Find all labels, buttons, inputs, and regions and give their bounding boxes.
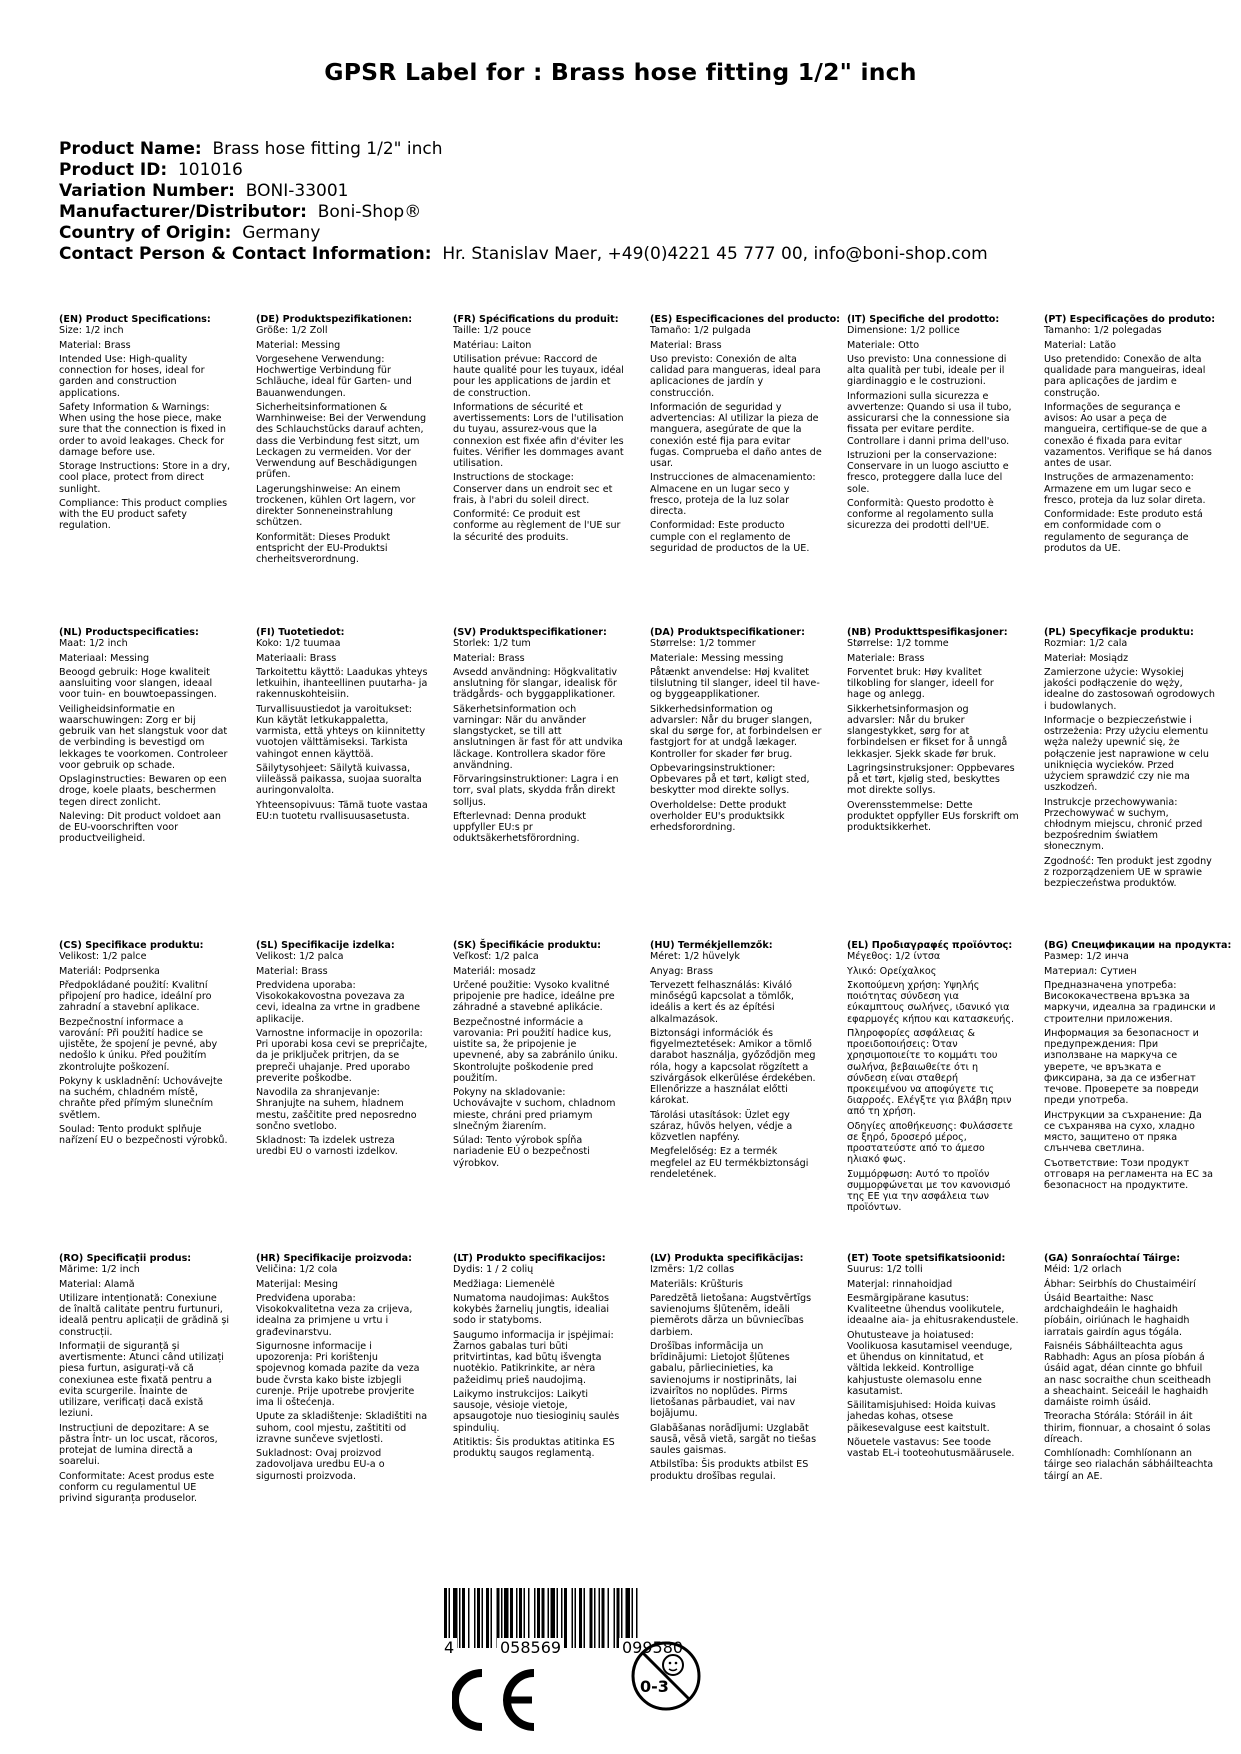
spec-paragraph: Glabāšanas norādījumi: Uzglabāt sausā, vēsā vietā, sargāt no tiešas saules gaismas. bbox=[650, 1422, 817, 1456]
barcode-bar bbox=[602, 1588, 605, 1648]
spec-paragraph: Materiál: Podprsenka bbox=[59, 965, 160, 977]
spec-paragraph: Určené použitie: Vysoko kvalitné pripojenie pre hadice, ideálne pre záhradné a stavebné aplikácie. bbox=[453, 979, 615, 1014]
barcode-bar bbox=[482, 1588, 484, 1648]
spec-paragraph: Bezpečnostní informace a varování: Při použití hadice se ujistěte, že spojení je pevné, aby nedošlo k úniku. Před použitím zkontrolujte poškození. bbox=[59, 1016, 218, 1073]
info-label: Manufacturer/Distributor: bbox=[59, 202, 307, 222]
spec-paragraph: Informacje o bezpieczeństwie i ostrzeżenia: Przy użyciu elementu węża należy upewnić się, że połączenie jest naprawione w celu uniknięcia wycieków. Przed użyciem sprawdzić czy nie ma uszkodzeń. bbox=[1044, 714, 1209, 794]
manufacturer-row bbox=[59, 202, 988, 223]
spec-paragraph: Materiál: mosadz bbox=[453, 965, 536, 977]
spec-paragraph: Mărime: 1/2 inch bbox=[59, 1264, 140, 1276]
spec-header: (SV) Produktspecifikationer: bbox=[453, 627, 607, 638]
spec-block bbox=[59, 1253, 231, 1507]
spec-paragraph: Material: Latão bbox=[1044, 339, 1116, 351]
spec-paragraph: Размер: 1/2 инча bbox=[1044, 951, 1129, 963]
spec-paragraph: Πληροφορίες ασφάλειας & προειδοποιήσεις: Όταν χρησιμοποιείτε το κομμάτι του σωλήνα, βεβαιωθείτε ότι η σύνδεση είναι σταθερή προκειμένου να αποφύγετε τις διαρροές. Ελέγξτε για βλάβη πριν από τη χρήση. bbox=[847, 1027, 1012, 1118]
spec-paragraph: Uso previsto: Una connessione di alta qualità per tubi, ideale per il giardinaggio e le costruzioni. bbox=[847, 353, 1007, 388]
spec-paragraph: Varnostne informacije in opozorila: Pri uporabi kosa cevi se prepričajte, da je priključek pritrjen, da se prepreči uhajanje. Pred uporabo preverite poškodbe. bbox=[256, 1027, 428, 1084]
barcode-bar bbox=[486, 1588, 489, 1648]
spec-paragraph: Anyag: Brass bbox=[650, 965, 713, 977]
spec-paragraph: Sikkerhetsinformasjon og advarsler: Når du bruker slangestykket, sørg for at forbindelsen er fikset for å unngå lekkasjer. Sjekk skade før bruk. bbox=[847, 703, 1008, 760]
spec-paragraph: Naleving: Dit product voldoet aan de EU-voorschriften voor productveiligheid. bbox=[59, 810, 221, 845]
spec-paragraph: Υλικό: Ορείχαλκος bbox=[847, 965, 937, 977]
page-title: GPSR Label for : Brass hose fitting 1/2" inch bbox=[324, 58, 917, 86]
spec-paragraph: Upute za skladištenje: Skladištiti na suhom, cool mjestu, zaštititi od izravne sunčeve svjetlosti. bbox=[256, 1411, 428, 1445]
barcode-bar bbox=[572, 1588, 574, 1648]
spec-header: (ES) Especificaciones del producto: bbox=[650, 314, 841, 325]
spec-paragraph: Opslaginstructies: Bewaren op een droge, koele plaats, beschermen tegen direct zonlicht. bbox=[59, 774, 227, 808]
barcode-digit-first: 4 bbox=[441, 1638, 457, 1657]
spec-paragraph: Материал: Сутиен bbox=[1044, 965, 1137, 977]
spec-header: (PT) Especificações do produto: bbox=[1044, 314, 1216, 325]
spec-paragraph: Efterlevnad: Denna produkt uppfyller EU:s pr oduktsäkerhetsförordning. bbox=[453, 810, 587, 845]
barcode-bar bbox=[462, 1588, 465, 1648]
spec-block bbox=[847, 1253, 1019, 1463]
spec-paragraph: Megfelelőség: Ez a termék megfelel az EU termékbiztonsági rendeletének. bbox=[650, 1146, 809, 1180]
spec-paragraph: Informazioni sulla sicurezza e avvertenze: Quando si usa il tubo, assicurarsi che la connessione sia fissata per evitare perdite. Controllare i danni prima dell'uso. bbox=[847, 390, 1012, 447]
spec-header: (FI) Tuotetiedot: bbox=[256, 627, 345, 638]
spec-block bbox=[1044, 1253, 1216, 1485]
spec-paragraph: Medžiaga: Liemenėlė bbox=[453, 1278, 555, 1290]
spec-paragraph: Navodila za shranjevanje: Shranjujte na suhem, hladnem mestu, zaščitite pred neposredno sončno svetlobo. bbox=[256, 1087, 417, 1132]
spec-paragraph: Instructions de stockage: Conserver dans un endroit sec et frais, à l'abri du soleil direct. bbox=[453, 472, 613, 506]
spec-paragraph: Tarkoitettu käyttö: Laadukas yhteys letkuihin, ihanteellinen puutarha- ja rakennuskohteisiin. bbox=[256, 666, 428, 701]
ce-mark-icon bbox=[452, 1669, 540, 1731]
spec-paragraph: Informations de sécurité et avertissements: Lors de l'utilisation du tuyau, assurez-vous que la connexion est fixée afin d'éviter les fuites. Vérifier les dommages avant utilisation. bbox=[453, 401, 624, 469]
barcode-bar bbox=[474, 1588, 476, 1648]
spec-paragraph: Lagerungshinweise: An einem trockenen, kühlen Ort lagern, vor direkter Sonneneinstrahlung schützen. bbox=[256, 483, 416, 529]
spec-block bbox=[59, 314, 231, 535]
spec-paragraph: Maat: 1/2 inch bbox=[59, 638, 128, 650]
spec-paragraph: Taille: 1/2 pouce bbox=[453, 325, 532, 337]
spec-header: (NB) Produkttspesifikasjoner: bbox=[847, 627, 1008, 638]
spec-paragraph: Storlek: 1/2 tum bbox=[453, 638, 531, 650]
spec-paragraph: Drošības informācija un brīdinājumi: Lietojot šļūtenes gabalu, pārliecinieties, ka savienojums ir nostiprināts, lai izvairītos no noplūdes. Pirms lietošanas pārbaudiet, vai nav bojājumu. bbox=[650, 1340, 797, 1420]
spec-paragraph: Größe: 1/2 Zoll bbox=[256, 325, 328, 337]
spec-paragraph: Numatoma naudojimas: Aukštos kokybės žarnelių jungtis, idealiai sodo ir statyboms. bbox=[453, 1292, 610, 1327]
spec-paragraph: Veličina: 1/2 cola bbox=[256, 1264, 338, 1276]
barcode-bar bbox=[584, 1588, 586, 1648]
spec-paragraph: Conformitate: Acest produs este conform cu regulamentul UE privind siguranța produselor. bbox=[59, 1470, 215, 1504]
spec-paragraph: Material: Messing bbox=[256, 339, 341, 351]
spec-paragraph: Safety Information & Warnings: When using the hose piece, make sure that the connection is fixed in order to avoid leakages. Check for damage before use. bbox=[59, 401, 226, 458]
spec-paragraph: Μέγεθος: 1/2 ίντσα bbox=[847, 951, 941, 963]
spec-header: (NL) Productspecificaties: bbox=[59, 627, 199, 638]
spec-paragraph: Matériau: Laiton bbox=[453, 339, 532, 351]
spec-paragraph: Σκοπούμενη χρήση: Υψηλής ποιότητας σύνδεση για εύκαμπτους σωλήνες, ιδανικό για εφαρμογές κήπου και κατασκευής. bbox=[847, 979, 1015, 1025]
spec-paragraph: Ohutusteave ja hoiatused: Voolikuosa kasutamisel veenduge, et ühendus on kinnitatud, et vältida lekkeid. Kontrollige kahjustuste olemasolu enne kasutamist. bbox=[847, 1329, 1013, 1397]
spec-paragraph: Atbilstība: Šis produkts atbilst ES produktu drošības regulai. bbox=[650, 1459, 809, 1482]
spec-paragraph: Pokyny na skladovanie: Uchovávajte v suchom, chladnom mieste, chráni pred priamym slnečným žiarením. bbox=[453, 1087, 616, 1132]
spec-paragraph: Συμμόρφωση: Αυτό το προϊόν συμμορφώνεται με τον κανονισμό της ΕΕ για την ασφάλεια των προϊόντων. bbox=[847, 1168, 1011, 1214]
spec-paragraph: Material: Brass bbox=[59, 339, 131, 351]
spec-header: (BG) Спецификации на продукта: bbox=[1044, 940, 1232, 951]
spec-paragraph: Konformität: Dieses Produkt entspricht der EU-Produktsi cherheitsverordnung. bbox=[256, 531, 391, 565]
age-warning-0-3-icon bbox=[630, 1640, 702, 1712]
spec-block bbox=[650, 627, 822, 837]
spec-paragraph: Sikkerhedsinformation og advarsler: Når du bruger slangen, skal du sørge for, at forbindelsen er fastgjort for at undgå lækager. Kontroller for skader før brug. bbox=[650, 703, 822, 760]
spec-paragraph: Velikost: 1/2 palce bbox=[59, 951, 147, 963]
spec-header: (DA) Produktspecifikationer: bbox=[650, 627, 805, 638]
spec-paragraph: Forventet bruk: Høy kvalitet tilkobling for slanger, ideell for hage og anlegg. bbox=[847, 666, 994, 701]
product-id-row bbox=[59, 160, 988, 181]
spec-paragraph: Předpokládané použití: Kvalitní připojení pro hadice, ideální pro zahradní a stavební aplikace. bbox=[59, 979, 212, 1014]
spec-header: (IT) Specifiche del prodotto: bbox=[847, 314, 1000, 325]
spec-paragraph: Съответствие: Този продукт отговаря на регламента на ЕС за безопасност на продуктите. bbox=[1044, 1157, 1213, 1191]
spec-header: (EN) Product Specifications: bbox=[59, 314, 211, 325]
barcode-bar bbox=[477, 1588, 480, 1648]
spec-paragraph: Materiāls: Krūšturis bbox=[650, 1278, 744, 1290]
spec-paragraph: Intended Use: High-quality connection for hoses, ideal for garden and construction applications. bbox=[59, 353, 205, 399]
info-value: Germany bbox=[242, 223, 321, 243]
spec-header: (RO) Specificații produs: bbox=[59, 1253, 192, 1264]
spec-paragraph: Οδηγίες αποθήκευσης: Φυλάσσετε σε ξηρό, δροσερό μέρος, προστατεύστε από το άμεσο ηλιακό φως. bbox=[847, 1120, 1014, 1166]
spec-paragraph: Predvidena uporaba: Visokokakovostna povezava za cevi, idealna za vrtne in gradbene aplikacije. bbox=[256, 979, 420, 1025]
country-of-origin-row bbox=[59, 223, 988, 244]
spec-block bbox=[453, 627, 625, 848]
spec-paragraph: Nõuetele vastavus: See toode vastab EL-i tooteohutusmäärusele. bbox=[847, 1436, 1015, 1460]
spec-block bbox=[256, 940, 428, 1161]
spec-paragraph: Lagringsinstruksjoner: Oppbevares på et tørt, kjølig sted, beskyttes mot direkte sollys. bbox=[847, 762, 1015, 797]
spec-paragraph: Overholdelse: Dette produkt overholder EU's produktsikk erhedsforordning. bbox=[650, 799, 787, 834]
spec-paragraph: Instrucciones de almacenamiento: Almacene en un lugar seco y fresco, proteja de la luz solar directa. bbox=[650, 472, 816, 517]
spec-paragraph: Ábhar: Seirbhís do Chustaiméirí bbox=[1044, 1278, 1196, 1290]
spec-paragraph: Zamierzone użycie: Wysokiej jakości podłączenie do węży, idealne do zastosowań ogrodowych i budowlanych. bbox=[1044, 666, 1215, 712]
spec-header: (GA) Sonraíochtaí Táirge: bbox=[1044, 1253, 1181, 1264]
spec-paragraph: Soulad: Tento produkt splňuje nařízení EU o bezpečnosti výrobků. bbox=[59, 1123, 228, 1147]
spec-paragraph: Rozmiar: 1/2 cala bbox=[1044, 638, 1128, 650]
barcode-bar bbox=[608, 1588, 610, 1648]
spec-paragraph: Veľkosť: 1/2 palca bbox=[453, 951, 539, 963]
spec-header: (CS) Specifikace produktu: bbox=[59, 940, 204, 951]
spec-paragraph: Sukladnost: Ovaj proizvod zadovoljava uredbu EU-a o sigurnosti proizvoda. bbox=[256, 1448, 385, 1482]
barcode-digits-left: 058569 bbox=[497, 1638, 564, 1657]
spec-paragraph: Conformidad: Este producto cumple con el reglamento de seguridad de productos de la UE. bbox=[650, 520, 810, 554]
spec-header: (SL) Specifikacije izdelka: bbox=[256, 940, 395, 951]
info-value: Brass hose fitting 1/2" inch bbox=[212, 139, 443, 159]
product-name-row bbox=[59, 139, 988, 160]
spec-paragraph: Material: Brass bbox=[453, 652, 525, 664]
spec-paragraph: Materiaal: Messing bbox=[59, 652, 150, 664]
spec-paragraph: Materiał: Mosiądz bbox=[1044, 652, 1129, 664]
spec-paragraph: Bezpečnostné informácie a varovania: Pri použití hadice kus, uistite sa, že pripojenie je upevnené, aby sa zabránilo úniku. Skontrolujte poškodenie pred použitím. bbox=[453, 1016, 618, 1084]
spec-paragraph: Tárolási utasítások: Üzlet egy száraz, hűvös helyen, védje a közvetlen napfény. bbox=[650, 1109, 793, 1143]
spec-paragraph: Saugumo informacija ir įspėjimai: Žarnos gabalas turi būti pritvirtintas, kad būtų išvengta nuotėkio. Patikrinkite, ar nėra pažeidimų prieš naudojimą. bbox=[453, 1329, 614, 1386]
spec-paragraph: Conformité: Ce produit est conforme au règlement de l'UE sur la sécurité des produits. bbox=[453, 509, 621, 543]
spec-paragraph: Tervezett felhasználás: Kiváló minőségű kapcsolat a tömlők, ideális a kert és az építési alkalmazások. bbox=[650, 979, 794, 1025]
spec-block bbox=[59, 940, 231, 1150]
spec-paragraph: Tamanho: 1/2 polegadas bbox=[1044, 325, 1162, 337]
barcode-bar bbox=[564, 1588, 567, 1648]
spec-block bbox=[256, 314, 428, 568]
spec-block bbox=[256, 627, 428, 825]
spec-paragraph: Størrelse: 1/2 tommer bbox=[650, 638, 756, 650]
spec-paragraph: Информация за безопасност и предупреждения: При използване на маркуча се уверете, че връзката е фиксирана, за да се избегнат течове. Проверете за повреди преди употреба. bbox=[1044, 1027, 1199, 1107]
info-value: Boni-Shop® bbox=[317, 202, 422, 222]
spec-block bbox=[650, 1253, 822, 1485]
spec-block bbox=[1044, 627, 1216, 893]
spec-paragraph: Treoracha Stórála: Stóráil in áit thirim, fionnuar, a chosaint ó solas díreach. bbox=[1044, 1411, 1211, 1445]
spec-paragraph: Méret: 1/2 hüvelyk bbox=[650, 951, 740, 963]
spec-paragraph: Faisnéis Sábháilteachta agus Rabhadh: Agus an píosa píobán á úsáid agat, déan cinnte go bhfuil an nasc socraithe chun sceitheadh a sheachaint. Seiceáil le haghaidh damáiste roimh úsáid. bbox=[1044, 1340, 1211, 1408]
variation-number-row bbox=[59, 181, 988, 202]
spec-block bbox=[453, 940, 625, 1172]
spec-header: (HU) Termékjellemzők: bbox=[650, 940, 773, 951]
spec-paragraph: Predviđena uporaba: Visokokvalitetna veza za crijeva, idealna za primjene u vrtu i građevinarstvu. bbox=[256, 1292, 413, 1338]
barcode-bar bbox=[468, 1588, 470, 1648]
spec-block bbox=[453, 1253, 625, 1463]
spec-paragraph: Conformità: Questo prodotto è conforme al regolamento sulla sicurezza dei prodotti dell'UE. bbox=[847, 497, 994, 532]
spec-paragraph: Materjal: rinnahoidjad bbox=[847, 1278, 953, 1290]
spec-block bbox=[650, 314, 841, 557]
spec-paragraph: Предназначена употреба: Висококачествена връзка за маркучи, идеална за градински и строителни приложения. bbox=[1044, 979, 1216, 1025]
spec-paragraph: Yhteensopivuus: Tämä tuote vastaa EU:n tuotetu rvallisuusasetusta. bbox=[256, 799, 428, 822]
spec-paragraph: Turvallisuustiedot ja varoitukset: Kun käytät letkukappaletta, varmista, että yhteys on kiinnitetty vuotojen välttämiseksi. Tarkista vahingot ennen käyttöä. bbox=[256, 703, 426, 760]
info-value: BONI-33001 bbox=[245, 181, 349, 201]
spec-paragraph: Comhlíonadh: Comhlíonann an táirge seo rialachán sábháilteachta táirgí an AE. bbox=[1044, 1448, 1214, 1482]
spec-paragraph: Pokyny k uskladnění: Uchovávejte na suchém, chladném místě, chraňte před přímým slunečním světlem. bbox=[59, 1075, 223, 1121]
spec-paragraph: Compliance: This product complies with the EU product safety regulation. bbox=[59, 497, 228, 532]
barcode-bar bbox=[590, 1588, 593, 1648]
spec-paragraph: Säilitamisjuhised: Hoida kuivas jahedas kohas, otsese päikesevalguse eest kaitstult. bbox=[847, 1400, 996, 1434]
spec-header: (FR) Spécifications du produit: bbox=[453, 314, 619, 325]
spec-header: (EL) Προδιαγραφές προϊόντος: bbox=[847, 940, 1013, 951]
spec-header: (LV) Produkta specifikācijas: bbox=[650, 1253, 804, 1264]
spec-block bbox=[1044, 314, 1216, 557]
spec-paragraph: Storage Instructions: Store in a dry, cool place, protect from direct sunlight. bbox=[59, 461, 231, 495]
spec-paragraph: Conformidade: Este produto está em conformidade com o regulamento de segurança de produtos da UE. bbox=[1044, 509, 1203, 554]
spec-paragraph: Overensstemmelse: Dette produktet oppfyller EUs forskrift om produktsikkerhet. bbox=[847, 799, 1019, 834]
spec-paragraph: Velikost: 1/2 palca bbox=[256, 951, 344, 963]
spec-paragraph: Dydis: 1 / 2 colių bbox=[453, 1264, 534, 1276]
spec-block bbox=[453, 314, 625, 546]
spec-paragraph: Инструкции за съхранение: Да се съхранява на сухо, хладно място, защитено от пряка слънчева светлина. bbox=[1044, 1109, 1202, 1155]
spec-header: (SK) Špecifikácie produktu: bbox=[453, 940, 602, 951]
spec-paragraph: Material: Alamă bbox=[59, 1278, 135, 1290]
info-label: Country of Origin: bbox=[59, 223, 232, 243]
barcode-bar bbox=[575, 1588, 577, 1648]
spec-paragraph: Utilizare intenționată: Conexiune de înaltă calitate pentru furtunuri, ideală pentru aplicații de grădină și construcții. bbox=[59, 1292, 230, 1338]
spec-paragraph: Säilytysohjeet: Säilytä kuivassa, viileässä paikassa, suojaa suoralta auringonvalolta. bbox=[256, 762, 422, 797]
info-label: Product Name: bbox=[59, 139, 202, 159]
spec-paragraph: Sigurnosne informacije i upozorenja: Pri korištenju spojevnog komada pazite da veza bude čvrsta kako biste izbjegli curenje. Prije upotrebe provjerite ima li oštećenja. bbox=[256, 1340, 420, 1408]
spec-paragraph: Tamaño: 1/2 pulgada bbox=[650, 325, 751, 337]
spec-header: (LT) Produkto specifikacijos: bbox=[453, 1253, 606, 1264]
info-value: 101016 bbox=[177, 160, 243, 180]
spec-paragraph: Méid: 1/2 orlach bbox=[1044, 1264, 1122, 1276]
spec-paragraph: Utilisation prévue: Raccord de haute qualité pour les tuyaux, idéal pour les applications de jardin et de construction. bbox=[453, 353, 624, 399]
spec-block bbox=[847, 940, 1019, 1217]
spec-block bbox=[847, 314, 1019, 535]
spec-paragraph: Material: Brass bbox=[256, 965, 328, 977]
spec-paragraph: Material: Brass bbox=[650, 339, 722, 351]
spec-block bbox=[1044, 940, 1232, 1194]
spec-paragraph: Beoogd gebruik: Hoge kwaliteit aansluiting voor slangen, ideaal voor tuin- en bouwtoepassingen. bbox=[59, 666, 217, 701]
barcode-bar bbox=[594, 1588, 596, 1648]
spec-paragraph: Vorgesehene Verwendung: Hochwertige Verbindung für Schläuche, ideal für Garten- und Bauanwendungen. bbox=[256, 353, 412, 399]
spec-paragraph: Materiale: Brass bbox=[847, 652, 925, 664]
spec-paragraph: Laikymo instrukcijos: Laikyti sausoje, vėsioje vietoje, apsaugotoje nuo tiesioginių saulės spindulių. bbox=[453, 1388, 620, 1434]
spec-paragraph: Informações de segurança e avisos: Ao usar a peça de mangueira, certifique-se de que a conexão é fixada para evitar vazamentos. Verifique se há danos antes de usar. bbox=[1044, 401, 1212, 469]
contact-row bbox=[59, 244, 988, 265]
spec-paragraph: Sicherheitsinformationen & Warnhinweise: Bei der Verwendung des Schlauchstücks darauf achten, dass die Verbindung fest sitzt, um Leckagen zu vermeiden. Vor der Verwendung auf Beschädigungen prüfen. bbox=[256, 401, 427, 481]
barcode-bar bbox=[599, 1588, 601, 1648]
spec-paragraph: Størrelse: 1/2 tomme bbox=[847, 638, 949, 650]
spec-paragraph: Veiligheidsinformatie en waarschuwingen: Zorg er bij gebruik van het slangstuk voor dat de verbinding is bevestigd om lekkages te voorkomen. Controleer voor gebruik op schade. bbox=[59, 703, 228, 771]
spec-paragraph: Materiale: Messing messing bbox=[650, 652, 784, 664]
spec-paragraph: Säkerhetsinformation och varningar: När du använder slangstycket, se till att anslutningen är fast för att undvika läckage. Kontrollera skador före användning. bbox=[453, 703, 623, 771]
spec-paragraph: Paredzētā lietošana: Augstvērtīgs savienojums šļūtenēm, ideāli piemērots dārza un būvniecības darbiem. bbox=[650, 1292, 812, 1338]
info-label: Contact Person & Contact Information: bbox=[59, 244, 432, 264]
spec-paragraph: Suurus: 1/2 tolli bbox=[847, 1264, 923, 1276]
spec-paragraph: Instruções de armazenamento: Armazene em um lugar seco e fresco, proteja da luz solar direta. bbox=[1044, 472, 1206, 506]
spec-paragraph: Avsedd användning: Högkvalitativ anslutning för slangar, idealisk för trädgårds- och byggapplikationer. bbox=[453, 666, 618, 701]
spec-paragraph: Información de seguridad y advertencias: Al utilizar la pieza de manguera, asegúrate de que la conexión esté fija para evitar fugas. Comprueba el daño antes de usar. bbox=[650, 401, 822, 469]
spec-block bbox=[650, 940, 822, 1183]
spec-paragraph: Zgodność: Ten produkt jest zgodny z rozporządzeniem UE w sprawie bezpieczeństwa produktów. bbox=[1044, 855, 1212, 890]
barcode-bar bbox=[459, 1588, 461, 1648]
spec-block bbox=[256, 1253, 428, 1485]
spec-paragraph: Uso pretendido: Conexão de alta qualidade para mangueiras, ideal para aplicações de jardim e construção. bbox=[1044, 353, 1206, 399]
spec-paragraph: Påtænkt anvendelse: Høj kvalitet tilslutning til slanger, ideel til have- og byggeapplikationer. bbox=[650, 666, 820, 701]
spec-paragraph: Súlad: Tento výrobok spĺňa nariadenie EÚ o bezpečnosti výrobkov. bbox=[453, 1135, 590, 1169]
svg-text:0-3: 0-3 bbox=[640, 1677, 669, 1696]
spec-paragraph: Istruzioni per la conservazione: Conservare in un luogo asciutto e fresco, proteggere dalla luce del sole. bbox=[847, 449, 1009, 495]
info-value: Hr. Stanislav Maer, +49(0)4221 45 777 00, info@boni-shop.com bbox=[442, 244, 988, 264]
spec-paragraph: Koko: 1/2 tuumaa bbox=[256, 638, 341, 650]
info-label: Product ID: bbox=[59, 160, 168, 180]
barcode-bar bbox=[614, 1588, 616, 1648]
spec-block bbox=[59, 627, 231, 848]
spec-paragraph: Förvaringsinstruktioner: Lagra i en torr, sval plats, skydda från direkt solljus. bbox=[453, 774, 619, 808]
spec-paragraph: Skladnost: Ta izdelek ustreza uredbi EU o varnosti izdelkov. bbox=[256, 1135, 398, 1158]
spec-paragraph: Materiale: Otto bbox=[847, 339, 920, 351]
spec-paragraph: Dimensione: 1/2 pollice bbox=[847, 325, 960, 337]
spec-paragraph: Materiaali: Brass bbox=[256, 652, 337, 664]
info-label: Variation Number: bbox=[59, 181, 235, 201]
spec-paragraph: Instrucțiuni de depozitare: A se păstra într- un loc uscat, răcoros, protejat de lumina directă a soarelui. bbox=[59, 1422, 218, 1468]
spec-header: (HR) Specifikacije proizvoda: bbox=[256, 1253, 412, 1264]
spec-paragraph: Biztonsági információk és figyelmeztetések: Amikor a tömlő darabot használja, győződjön meg róla, hogy a kapcsolat rögzített a szivárgások elkerülése érdekében. Ellenőrizze a használat előtti károkat. bbox=[650, 1027, 816, 1107]
spec-paragraph: Instrukcje przechowywania: Przechowywać w suchym, chłodnym miejscu, chronić przed bezpośrednim światłem słonecznym. bbox=[1044, 796, 1203, 853]
spec-header: (ET) Toote spetsifikatsioonid: bbox=[847, 1253, 1006, 1264]
spec-block bbox=[847, 627, 1019, 837]
spec-paragraph: Opbevaringsinstruktioner: Opbevares på et tørt, køligt sted, beskytter mod direkte sollys. bbox=[650, 762, 810, 797]
spec-paragraph: Eesmärgipärane kasutus: Kvaliteetne ühendus voolikutele, ideaalne aia- ja ehitusrakendustele. bbox=[847, 1292, 1019, 1327]
spec-header: (PL) Specyfikacje produktu: bbox=[1044, 627, 1194, 638]
barcode-digits-right: 099580 bbox=[619, 1638, 686, 1657]
spec-paragraph: Materijal: Mesing bbox=[256, 1278, 338, 1290]
barcode-bar bbox=[579, 1588, 582, 1648]
barcode-bar bbox=[491, 1588, 493, 1648]
spec-header: (DE) Produktspezifikationen: bbox=[256, 314, 413, 325]
spec-paragraph: Úsáid Beartaithe: Nasc ardchaighdeáin le haghaidh píobáin, oiriúnach le haghaidh iarratais gairdín agus tógála. bbox=[1044, 1292, 1190, 1338]
spec-paragraph: Atitiktis: Šis produktas atitinka ES produktų saugos reglamentą. bbox=[453, 1436, 615, 1460]
product-info bbox=[59, 139, 988, 265]
spec-paragraph: Size: 1/2 inch bbox=[59, 325, 124, 337]
spec-paragraph: Izmērs: 1/2 collas bbox=[650, 1264, 735, 1276]
spec-paragraph: Informații de siguranță și avertismente: Atunci când utilizați piesa furtun, asigurați-vă că conexiunea este fixată pentru a evita scurgerile. Înainte de utilizare, verificați dacă există leziuni. bbox=[59, 1340, 224, 1420]
spec-paragraph: Uso previsto: Conexión de alta calidad para mangueras, ideal para aplicaciones de jardín y construcción. bbox=[650, 353, 821, 399]
